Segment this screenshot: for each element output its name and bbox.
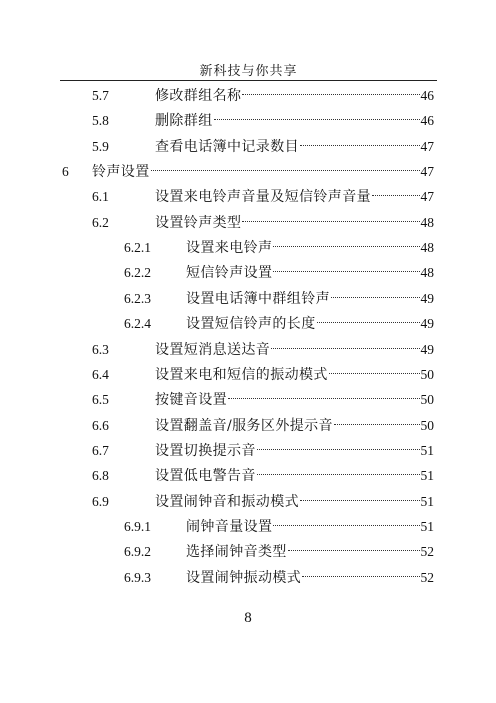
toc-entry-number: 6.6	[92, 417, 109, 433]
toc-entry-number: 5.7	[92, 88, 109, 103]
toc-entry[interactable]	[124, 312, 434, 336]
toc-entry-title: 修改群组名称	[155, 88, 242, 104]
toc-entry-number: 6.9.3	[124, 569, 151, 585]
toc-entry-number: 6.8	[92, 468, 109, 484]
toc-entry-number: 6.9	[92, 493, 109, 509]
toc-entry-page: 48	[420, 214, 434, 230]
toc-entry-title: 设置翻盖音/服务区外提示音	[155, 417, 333, 434]
dot-leader	[331, 297, 420, 298]
toc-entry[interactable]	[92, 211, 434, 235]
toc-entry-page: 46	[420, 113, 434, 129]
toc-entry-title: 查看电话簿中记录数目	[155, 138, 299, 155]
toc-entry[interactable]	[124, 261, 434, 285]
dot-leader	[228, 398, 420, 399]
toc-entry[interactable]	[124, 540, 434, 564]
toc-entry[interactable]	[124, 566, 434, 590]
toc-entry-number: 6.3	[92, 341, 109, 357]
toc-entry[interactable]	[92, 490, 434, 514]
toc-entry-title: 设置来电铃声	[186, 240, 273, 257]
dot-leader	[273, 271, 419, 272]
toc-entry-number: 6.7	[92, 442, 109, 458]
running-header: 新科技与你共享	[199, 64, 298, 79]
toc-entry-page: 49	[420, 316, 434, 332]
toc-entry-title: 铃声设置	[92, 164, 150, 181]
toc-entry[interactable]	[62, 160, 434, 184]
toc-entry[interactable]	[92, 464, 434, 488]
toc-entry-title: 设置电话簿中群组铃声	[186, 290, 330, 307]
toc-entry-page: 50	[420, 417, 434, 433]
toc-entry-title: 设置来电铃声音量及短信铃声音量	[155, 189, 371, 206]
toc-entry-title: 设置低电警告音	[155, 468, 256, 485]
toc-entry-title: 选择闹钟音类型	[186, 544, 287, 561]
dot-leader	[242, 94, 419, 95]
toc-entry-number: 6.2.2	[124, 265, 151, 281]
toc-entry-page: 46	[420, 88, 434, 103]
toc-entry[interactable]	[92, 414, 434, 438]
toc-entry-title: 短信铃声设置	[186, 265, 273, 282]
toc-entry-title: 设置闹钟振动模式	[186, 569, 302, 586]
page-number: 8	[244, 610, 252, 626]
dot-leader	[151, 170, 420, 171]
dot-leader	[329, 373, 420, 374]
toc-entry-page: 52	[420, 544, 434, 560]
toc-entry[interactable]	[92, 109, 434, 133]
dot-leader	[300, 145, 420, 146]
dot-leader	[273, 246, 419, 247]
toc-entry[interactable]	[92, 135, 434, 159]
dot-leader	[271, 348, 419, 349]
toc-entry[interactable]	[92, 338, 434, 362]
dot-leader	[372, 195, 420, 196]
toc-entry-title: 设置铃声类型	[155, 214, 242, 231]
dot-leader	[300, 500, 420, 501]
toc-entry-page: 49	[420, 290, 434, 306]
toc-entry[interactable]	[124, 236, 434, 260]
dot-leader	[288, 550, 420, 551]
toc-entry[interactable]	[92, 185, 434, 209]
toc-entry-title: 闹钟音量设置	[186, 518, 273, 535]
toc-entry-page: 50	[420, 392, 434, 408]
toc-entry-number: 5.9	[92, 138, 109, 154]
toc-entry-number: 6.1	[92, 189, 109, 205]
dot-leader	[273, 525, 419, 526]
toc-entry-page: 47	[420, 138, 434, 154]
toc-entry-page: 48	[420, 265, 434, 281]
toc-entry-number: 6.9.2	[124, 544, 151, 560]
toc-entry-number: 6.2	[92, 214, 109, 230]
toc-entry-page: 51	[420, 442, 434, 458]
dot-leader	[302, 576, 419, 577]
toc-entry-number: 6	[62, 164, 69, 180]
toc-entry[interactable]	[92, 84, 434, 108]
dot-leader	[317, 322, 420, 323]
toc-entry-title: 设置短信铃声的长度	[186, 316, 316, 333]
toc-entry-page: 51	[420, 493, 434, 509]
toc-entry-number: 6.5	[92, 392, 109, 408]
toc-entry[interactable]	[124, 515, 434, 539]
dot-leader	[334, 424, 420, 425]
toc-entry-title: 设置短消息送达音	[155, 341, 271, 358]
toc-entry-page: 52	[420, 569, 434, 585]
toc-entry-page: 47	[420, 189, 434, 205]
toc-entry-title: 删除群组	[155, 113, 213, 130]
toc-entry-number: 6.9.1	[124, 518, 151, 534]
toc-entry-page: 49	[420, 341, 434, 357]
toc-entry-number: 6.2.3	[124, 290, 151, 306]
toc-entry[interactable]	[92, 363, 434, 387]
dot-leader	[257, 449, 420, 450]
toc-entry-page: 50	[420, 366, 434, 382]
toc-entry-page: 51	[420, 518, 434, 534]
toc-entry[interactable]	[92, 439, 434, 463]
toc-entry-title: 设置闹钟音和振动模式	[155, 493, 299, 510]
toc-entry-page: 47	[420, 164, 434, 180]
toc-entry[interactable]	[124, 287, 434, 311]
dot-leader	[257, 474, 420, 475]
toc-entry-number: 6.2.4	[124, 316, 151, 332]
dot-leader	[242, 221, 419, 222]
toc-entry[interactable]	[92, 388, 434, 412]
dot-leader	[214, 119, 420, 120]
toc-entry-number: 5.8	[92, 113, 109, 129]
toc-entry-number: 6.4	[92, 366, 109, 382]
toc-entry-page: 48	[420, 240, 434, 256]
header-rule	[60, 80, 437, 81]
toc-entry-title: 设置切换提示音	[155, 442, 256, 459]
toc-entry-title: 设置来电和短信的振动模式	[155, 366, 328, 383]
toc-entry-number: 6.2.1	[124, 240, 151, 256]
toc-entry-page: 51	[420, 468, 434, 484]
toc-entry-title: 按键音设置	[155, 392, 227, 409]
